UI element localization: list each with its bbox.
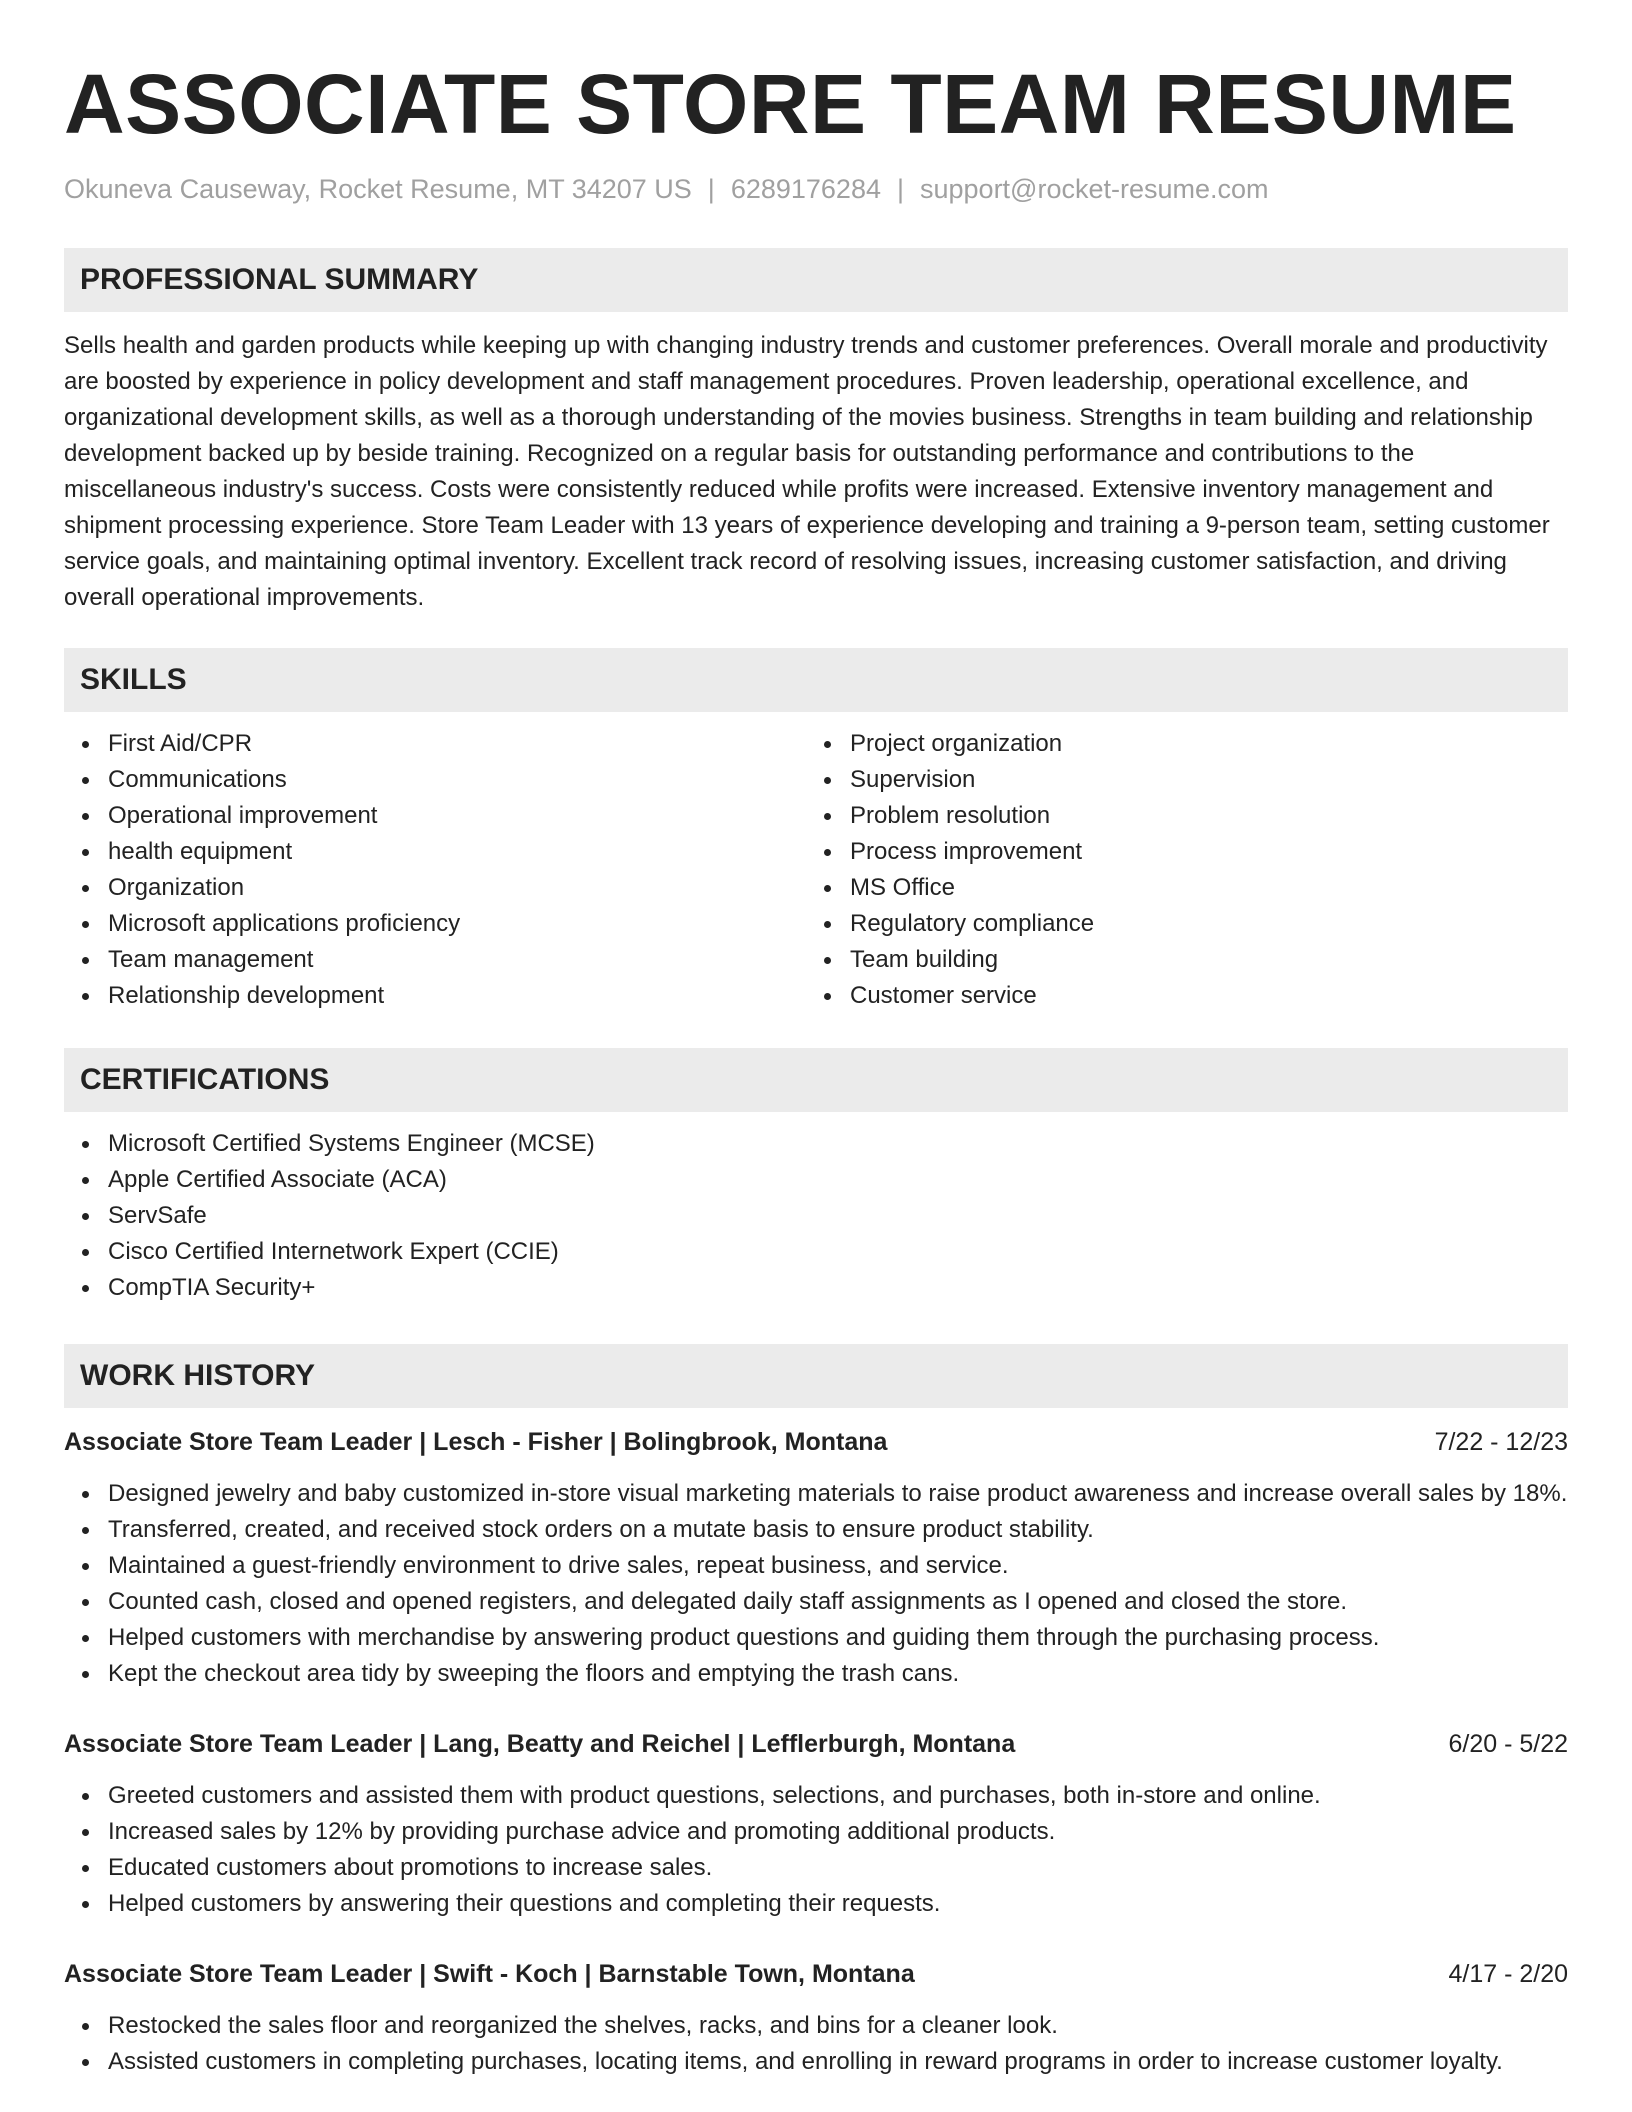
skill-item (806, 762, 1548, 798)
bullet-icon (82, 1491, 89, 1498)
bullet-icon (82, 1865, 89, 1872)
skill-item (64, 726, 806, 762)
job-bullet (64, 1476, 1568, 1512)
job-header (64, 1726, 1568, 1762)
bullet-icon (824, 921, 831, 928)
bullet-icon (824, 777, 831, 784)
bullet-icon (82, 1901, 89, 1908)
job-header (64, 1956, 1568, 1992)
skill-label: Operational improvement (108, 802, 378, 829)
bullet-icon (82, 741, 89, 748)
skill-label: health equipment (108, 838, 293, 865)
resume-title: ASSOCIATE STORE TEAM RESUME (64, 57, 1517, 151)
job-bullet (64, 1814, 1568, 1850)
certification-label: Cisco Certified Internetwork Expert (CCIE) (108, 1238, 559, 1265)
job-entry (64, 1424, 1568, 1692)
job-bullets (64, 1476, 1568, 1692)
skill-label: Microsoft applications proficiency (108, 910, 461, 937)
certification-item (64, 1198, 1568, 1234)
bullet-icon (82, 1793, 89, 1800)
job-bullet-text: Maintained a guest-friendly environment to drive sales, repeat business, and service. (108, 1552, 1009, 1579)
skill-item (806, 978, 1548, 1014)
skill-label: Problem resolution (850, 802, 1051, 829)
skill-label: Team management (108, 946, 314, 973)
job-bullet (64, 1620, 1568, 1656)
skill-label: First Aid/CPR (108, 730, 253, 757)
skill-label: Customer service (850, 982, 1037, 1009)
job-bullet-text: Greeted customers and assisted them with product questions, selections, and purchases, both in-store and online. (108, 1782, 1321, 1809)
certification-label: ServSafe (108, 1202, 207, 1229)
skills-left-column (64, 726, 806, 1014)
job-bullet (64, 1584, 1568, 1620)
certification-label: CompTIA Security+ (108, 1274, 316, 1301)
contact-separator: | (896, 174, 904, 204)
job-bullet (64, 1512, 1568, 1548)
bullet-icon (824, 885, 831, 892)
contact-separator: | (707, 174, 715, 204)
job-dates: 7/22 - 12/23 (1434, 1428, 1568, 1456)
job-bullets (64, 2008, 1568, 2080)
skills-right-column (806, 726, 1548, 1014)
job-title: Associate Store Team Leader | Swift - Koch | Barnstable Town, Montana (64, 1960, 915, 1988)
job-bullet (64, 1850, 1568, 1886)
bullet-icon (82, 813, 89, 820)
job-bullet-text: Helped customers by answering their questions and completing their requests. (108, 1890, 941, 1917)
bullet-icon (82, 1177, 89, 1184)
job-bullet (64, 1778, 1568, 1814)
skill-label: Supervision (850, 766, 976, 793)
job-bullet-text: Transferred, created, and received stock orders on a mutate basis to ensure product stability. (108, 1516, 1094, 1543)
bullet-icon (82, 849, 89, 856)
bullet-icon (82, 885, 89, 892)
skill-label: Relationship development (108, 982, 385, 1009)
job-bullet (64, 1656, 1568, 1692)
certifications-list (64, 1126, 1568, 1306)
bullet-icon (82, 1213, 89, 1220)
bullet-icon (82, 2023, 89, 2030)
certification-item (64, 1162, 1568, 1198)
certification-item (64, 1270, 1568, 1306)
bullet-icon (82, 2059, 89, 2066)
bullet-icon (82, 777, 89, 784)
summary-text: Sells health and garden products while keeping up with changing industry trends and customer preferences. Overall morale and productivity are boosted by experience in policy development and staff management procedures. Proven leadership, operational excellence, and organizational development skills, as well as a thorough understanding of the movies business. Strengths in team building and relationship development backed up by beside training. Recognized on a regular basis for outstanding performance and contributions to the miscellaneous industry's success. Costs were consistently reduced while profits were increased. Extensive inventory management and shipment processing experience. Store Team Leader with 13 years of experience developing and training a 9-person team, setting customer service goals, and maintaining optimal inventory. Excellent track record of resolving issues, increasing customer satisfaction, and driving overall operational improvements. (64, 332, 1550, 611)
bullet-icon (82, 1141, 89, 1148)
job-title: Associate Store Team Leader | Lesch - Fisher | Bolingbrook, Montana (64, 1428, 888, 1456)
skills-heading: SKILLS (64, 648, 1568, 712)
job-bullet-text: Restocked the sales floor and reorganized the shelves, racks, and bins for a cleaner look. (108, 2012, 1058, 2039)
certification-label: Microsoft Certified Systems Engineer (MCSE) (108, 1130, 595, 1157)
job-dates: 6/20 - 5/22 (1448, 1730, 1568, 1758)
skill-label: MS Office (850, 874, 955, 901)
skill-label: Process improvement (850, 838, 1083, 865)
job-title: Associate Store Team Leader | Lang, Beatty and Reichel | Lefflerburgh, Montana (64, 1730, 1016, 1758)
skill-item (806, 906, 1548, 942)
contact-phone: 6289176284 (730, 174, 881, 204)
job-bullet-text: Assisted customers in completing purchases, locating items, and enrolling in reward programs in order to increase customer loyalty. (108, 2048, 1503, 2075)
bullet-icon (824, 813, 831, 820)
skill-label: Organization (108, 874, 245, 901)
job-bullet (64, 2044, 1568, 2080)
job-dates: 4/17 - 2/20 (1448, 1960, 1568, 1988)
bullet-icon (82, 1599, 89, 1606)
job-bullet-text: Helped customers with merchandise by answering product questions and guiding them through the purchasing process. (108, 1624, 1380, 1651)
skill-item (64, 762, 806, 798)
skill-item (64, 798, 806, 834)
bullet-icon (82, 1671, 89, 1678)
job-bullets (64, 1778, 1568, 1922)
skill-label: Regulatory compliance (850, 910, 1095, 937)
certifications-heading: CERTIFICATIONS (64, 1048, 1568, 1112)
skill-item (806, 798, 1548, 834)
contact-address: Okuneva Causeway, Rocket Resume, MT 34207 US (64, 174, 692, 204)
job-bullet (64, 1548, 1568, 1584)
skill-label: Team building (850, 946, 999, 973)
bullet-icon (824, 993, 831, 1000)
certification-label: Apple Certified Associate (ACA) (108, 1166, 447, 1193)
bullet-icon (82, 1527, 89, 1534)
job-entry (64, 1956, 1568, 2080)
job-bullet-text: Educated customers about promotions to increase sales. (108, 1854, 713, 1881)
job-bullet (64, 1886, 1568, 1922)
summary-heading: PROFESSIONAL SUMMARY (64, 248, 1568, 312)
bullet-icon (82, 1635, 89, 1642)
skill-item (64, 870, 806, 906)
bullet-icon (824, 849, 831, 856)
job-header (64, 1424, 1568, 1460)
contact-email: support@rocket-resume.com (920, 174, 1269, 204)
bullet-icon (82, 921, 89, 928)
bullet-icon (824, 957, 831, 964)
skills-grid (64, 726, 1568, 1014)
job-bullet-text: Increased sales by 12% by providing purchase advice and promoting additional products. (108, 1818, 1056, 1845)
bullet-icon (82, 1563, 89, 1570)
bullet-icon (82, 1285, 89, 1292)
skill-item (806, 942, 1548, 978)
certification-item (64, 1126, 1568, 1162)
skill-item (64, 942, 806, 978)
job-bullet-text: Designed jewelry and baby customized in-store visual marketing materials to raise product awareness and increase overall sales by 18%. (108, 1480, 1568, 1507)
job-entry (64, 1726, 1568, 1922)
certification-item (64, 1234, 1568, 1270)
bullet-icon (82, 993, 89, 1000)
skill-item (806, 834, 1548, 870)
contact-line (64, 172, 1568, 206)
job-bullet (64, 2008, 1568, 2044)
skill-item (64, 906, 806, 942)
job-bullet-text: Counted cash, closed and opened registers, and delegated daily staff assignments as I opened and closed the store. (108, 1588, 1348, 1615)
skill-item (806, 870, 1548, 906)
skill-item (64, 834, 806, 870)
bullet-icon (82, 957, 89, 964)
skill-label: Communications (108, 766, 287, 793)
skill-label: Project organization (850, 730, 1063, 757)
bullet-icon (824, 741, 831, 748)
job-bullet-text: Kept the checkout area tidy by sweeping the floors and emptying the trash cans. (108, 1660, 960, 1687)
skill-item (64, 978, 806, 1014)
skill-item (806, 726, 1548, 762)
work-history-heading: WORK HISTORY (64, 1344, 1568, 1408)
bullet-icon (82, 1829, 89, 1836)
bullet-icon (82, 1249, 89, 1256)
